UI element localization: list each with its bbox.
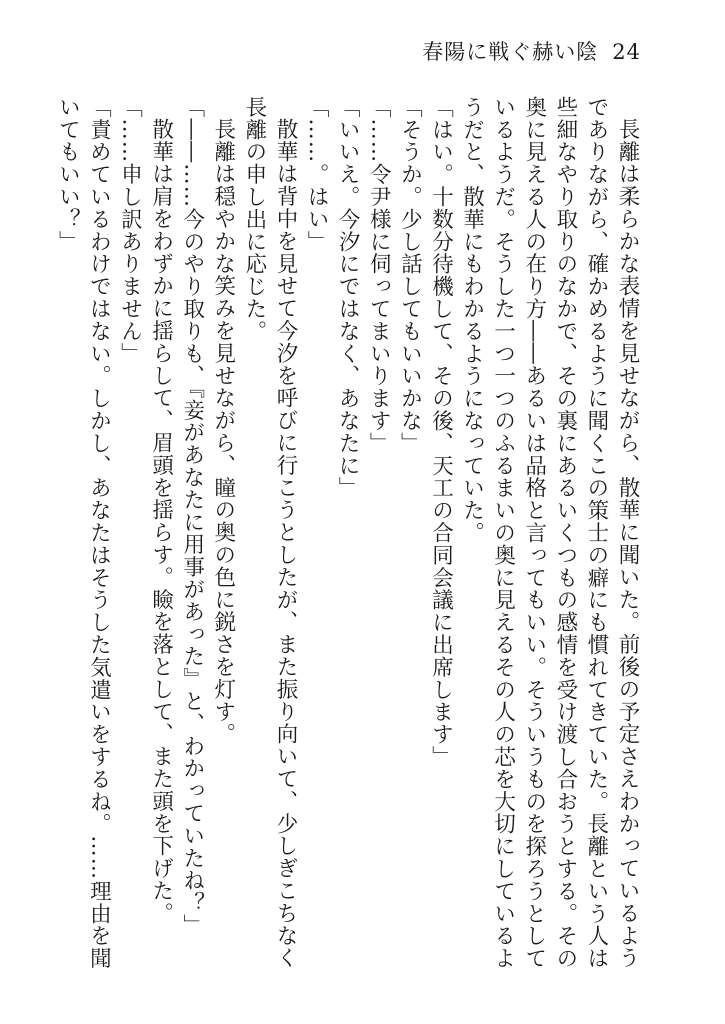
paragraph-narration: 長離は柔らかな表情を見せながら、散華に聞いた。前後の予定さえわかっているようでありながら、確かめるように聞くこの策士の癖にも慣れてきていた。長離という人は些細なやり取りのなかで、その裏にあるいくつもの感情を受け渡し合おうとする。その奥に見える人の在り方――あるいは品格と言ってもいい。そういうものを探ろうとしているようだ。そうした一つ一つのふるまいの奥に見えるその人の芯を大切にしているようだと、散華にもわかるようになっていた。 (459, 96, 640, 970)
paragraph-narration: 散華は背中を見せて今汐を呼びに行こうとしたが、また振り向いて、少しぎこちなく長離の申し出に応じた。 (241, 96, 298, 969)
paragraph-narration: 長離は穏やかな笑みを見せながら、瞳の奥の色に鋭さを灯す。 (210, 117, 236, 745)
paragraph-narration: 散華は肩をわずかに揺らして、眉頭を揺らす。瞼を落として、また頭を下げた。 (148, 117, 174, 924)
paragraph-dialogue: 「はい。十数分待機して、その後、天工の合同会議に出席します」 (428, 96, 454, 768)
paragraph-dialogue: 「そうか。少し話してもいいかな」 (397, 96, 423, 455)
paragraph-dialogue: 「……令尹様に伺ってまいります」 (366, 96, 392, 455)
book-title: 春陽に戦ぐ赫い陰 (422, 40, 599, 64)
paragraph-dialogue: 「……申し訳ありません」 (117, 96, 143, 365)
paragraph-dialogue: 「責めているわけではない。しかし、あなたはそうした気遣いをするね。……理由を聞いてもいい？」 (55, 96, 112, 970)
running-header (422, 36, 641, 66)
paragraph-dialogue: 「……。はい」 (304, 96, 330, 253)
paragraph-dialogue: 「――……今のやり取りも、『妾があなたに用事があった』と、わかっていたね？」 (179, 96, 205, 937)
page-number: 24 (612, 40, 641, 64)
vertical-body-text (55, 96, 643, 976)
paragraph-dialogue: 「いいえ。今汐にではなく、あなたに」 (335, 96, 361, 500)
